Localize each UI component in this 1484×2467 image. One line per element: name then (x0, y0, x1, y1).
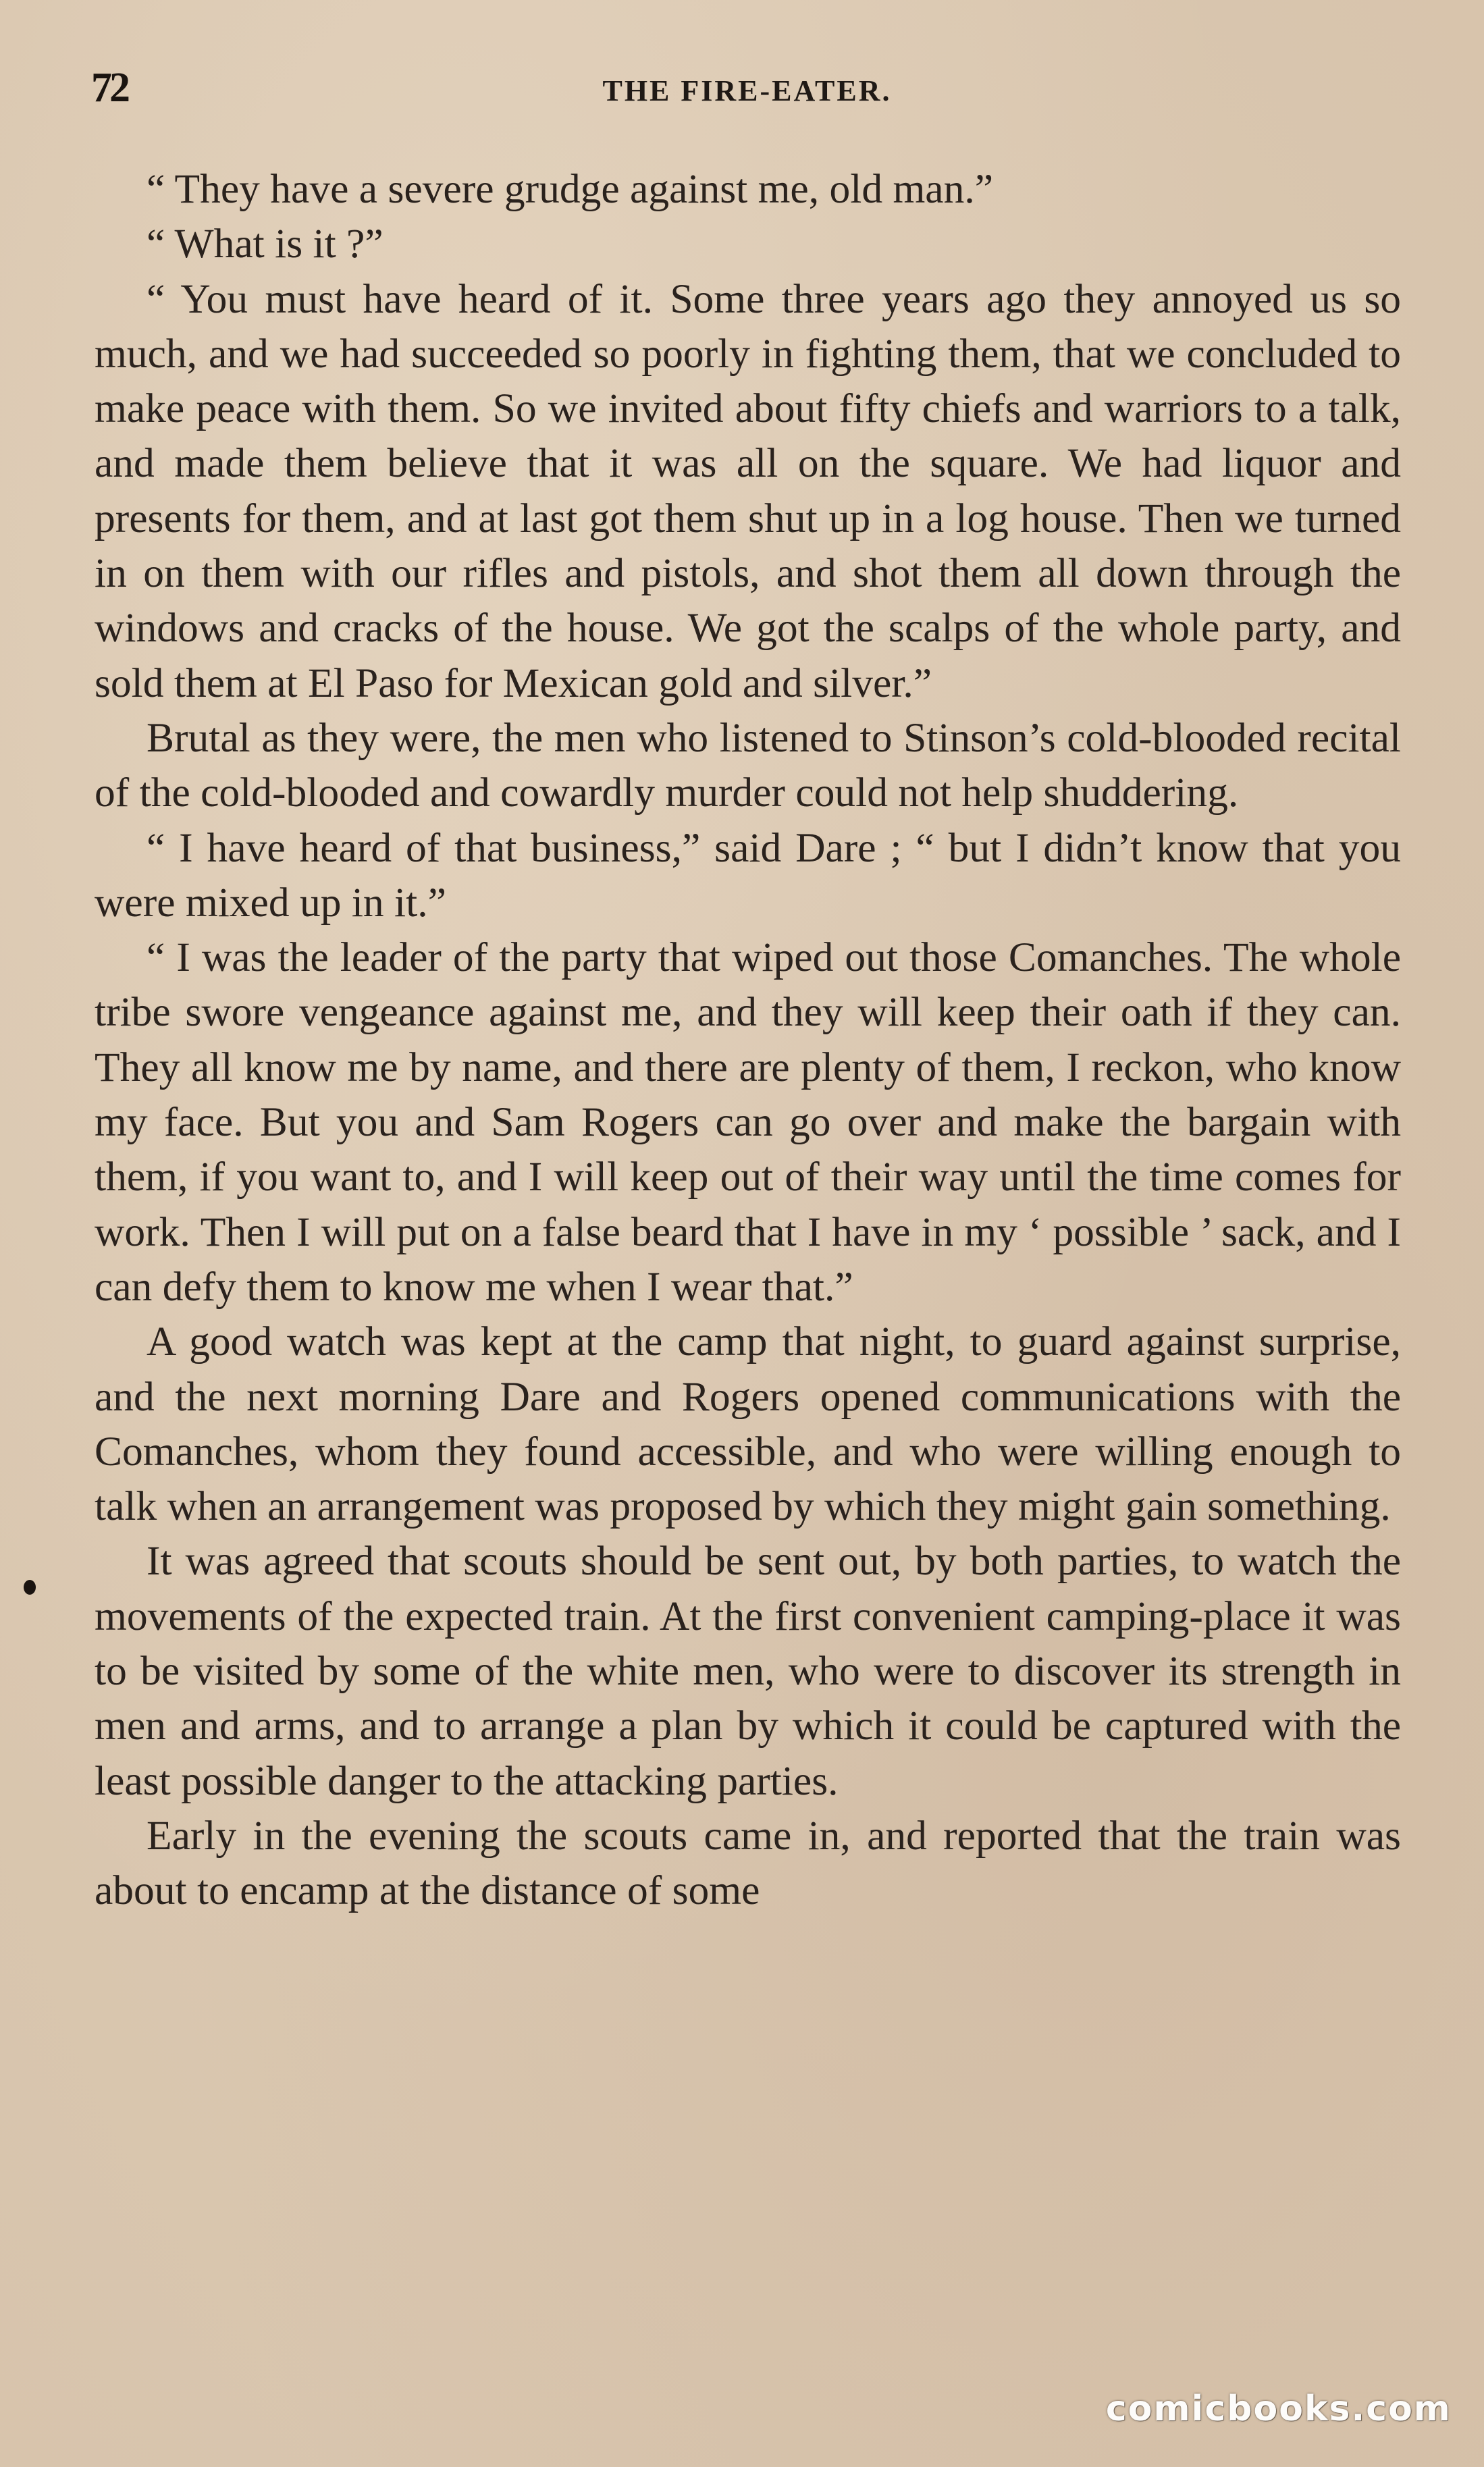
page-header (91, 64, 1403, 118)
paragraph: Brutal as they were, the men who listened to Stinson’s cold-blooded recital of the cold-blooded and cowardly murder could not help shuddering. (95, 714, 1401, 816)
paragraph: “ I was the leader of the party that wiped out those Comanches. The whole tribe swore vengeance against me, and they will keep their oath if they can. They all know me by name, and there are plenty of them, I reckon, who know my face. But you and Sam Rogers can go over and make the bargain with them, if you want to, and I will keep out of their way until the time comes for work. Then I will put on a false beard that I have in my ‘ possible ’ sack, and I can defy them to know me when I wear that.” (95, 934, 1401, 1310)
paragraph: “ You must have heard of it. Some three years ago they annoyed us so much, and we had succeeded so poorly in fighting them, that we concluded to make peace with them. So we invited about fifty chiefs and warriors to a talk, and made them believe that it was all on the square. We had liquor and presents for them, and at last got them shut up in a log house. Then we turned in on them with our rifles and pistols, and shot them all down through the windows and cracks of the house. We got the scalps of the whole party, and sold them at El Paso for Mexican gold and silver.” (95, 275, 1401, 706)
watermark: comicbooks.com (1105, 2389, 1452, 2429)
running-head: THE FIRE-EATER. (602, 74, 892, 107)
margin-ink-dot (24, 1580, 36, 1595)
paragraph: “ What is it ?” (147, 221, 383, 267)
body-text (95, 162, 1401, 1919)
paragraph: “ I have heard of that business,” said Dare ; “ but I didn’t know that you were mixed up in it.” (95, 824, 1401, 926)
page-number: 72 (91, 65, 128, 111)
paragraph: A good watch was kept at the camp that night, to guard against surprise, and the next morning Dare and Rogers opened communications with the Comanches, whom they found accessible, and who were willing enough to talk when an arrangement was proposed by which they might gain something. (95, 1319, 1401, 1530)
paragraph: Early in the evening the scouts came in, and reported that the train was about to encamp at the distance of some (95, 1812, 1401, 1914)
paragraph: “ They have a severe grudge against me, old man.” (147, 166, 993, 212)
paragraph: It was agreed that scouts should be sent out, by both parties, to watch the movements of the expected train. At the first convenient camping-place it was to be visited by some of the white men, who were to discover its strength in men and arms, and to arrange a plan by which it could be captured with the least possible danger to the attacking parties. (95, 1538, 1401, 1804)
